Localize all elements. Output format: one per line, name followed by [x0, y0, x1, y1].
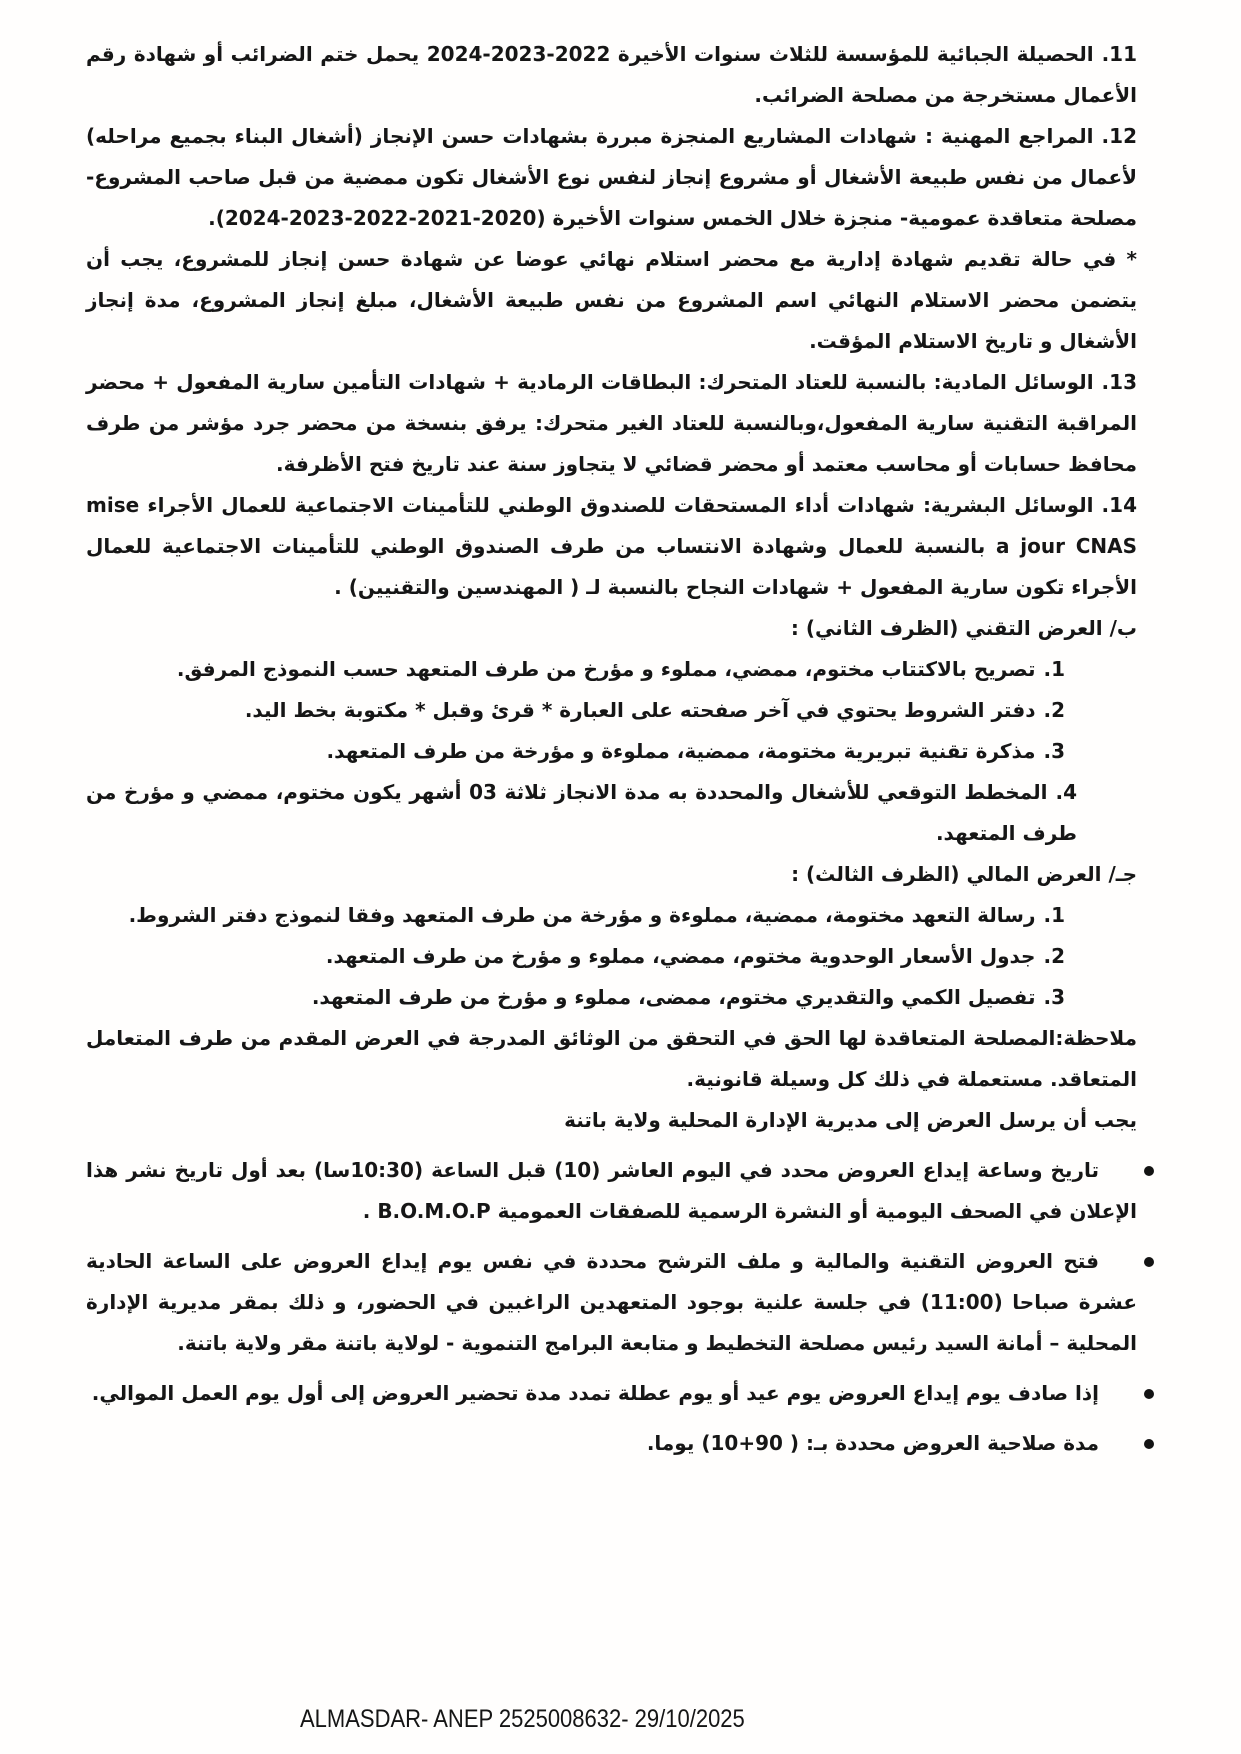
clause-11-number: 11.: [1101, 42, 1138, 66]
clause-14-text: الوسائل البشرية: شهادات أداء المستحقات للصندوق الوطني للتأمينات الاجتماعية للعمال الأجراء mise a jour CNAS بالنسبة للعمال وشهادة الانتساب من طرف الصندوق الوطني للتأمينات الاجتماعية للعمال الأجراء تكون سارية المفعول + شهادات النجاح بالنسبة لـ ( المهندسين والتقنيين) .: [86, 493, 1137, 599]
clause-11-text: الحصيلة الجبائية للمؤسسة للثلاث سنوات الأخيرة 2022-2023-2024 يحمل ختم الضرائب أو شهادة رقم الأعمال مستخرجة من مصلحة الضرائب.: [86, 42, 1137, 107]
financial-item-3: [86, 977, 1137, 1018]
technical-item-4: [86, 772, 1137, 854]
financial-item-1: [86, 895, 1137, 936]
technical-item-2-number: 2.: [1043, 698, 1065, 722]
financial-item-2-number: 2.: [1043, 944, 1065, 968]
clause-14: [86, 485, 1137, 608]
financial-offer-heading: جـ/ العرض المالي (الظرف الثالث) :: [791, 862, 1137, 886]
technical-item-1-text: تصريح بالاكتتاب مختوم، ممضي، مملوء و مؤرخ من طرف المتعهد حسب النموذج المرفق.: [176, 657, 1036, 681]
clause-14-number: 14.: [1101, 493, 1137, 517]
technical-item-1: [86, 649, 1137, 690]
bullet-deposit-date-text: تاريخ وساعة إيداع العروض محدد في اليوم العاشر (10) قبل الساعة (10:30سا) بعد أول تاريخ نشر هذا الإعلان في الصحف اليومية أو النشرة الرسمية للصفقات العمومية B.O.M.O.P .: [86, 1158, 1137, 1223]
clause-13: [86, 362, 1137, 485]
remark-note: ملاحظة:المصلحة المتعاقدة لها الحق في التحقق من الوثائق المدرجة في العرض المقدم من طرف المتعامل المتعاقد. مستعملة في ذلك كل وسيلة قانونية.: [86, 1026, 1137, 1091]
financial-item-2-text: جدول الأسعار الوحدوية مختوم، ممضي، مملوء و مؤرخ من طرف المتعهد.: [325, 944, 1036, 968]
financial-item-1-number: 1.: [1043, 903, 1065, 927]
star-note: * في حالة تقديم شهادة إدارية مع محضر استلام نهائي عوضا عن شهادة حسن إنجاز للمشروع، يجب أن يتضمن محضر الاستلام النهائي اسم المشروع من نفس طبيعة الأشغال، مبلغ إنجاز المشروع، مدة إنجاز الأشغال و تاريخ الاستلام المؤقت.: [86, 247, 1137, 353]
anep-reference-footer: ALMASDAR- ANEP 2525008632- 29/10/2025: [300, 1705, 745, 1733]
financial-item-3-number: 3.: [1043, 985, 1065, 1009]
technical-item-4-text: المخطط التوقعي للأشغال والمحددة به مدة الانجاز ثلاثة 03 أشهر يكون مختوم، ممضي و مؤرخ من طرف المتعهد.: [86, 780, 1077, 845]
technical-item-2-text: دفتر الشروط يحتوي في آخر صفحته على العبارة * قرئ وقبل * مكتوبة بخط اليد.: [244, 698, 1036, 722]
technical-item-4-number: 4.: [1055, 780, 1077, 804]
bullet-deposit-date: [86, 1150, 1137, 1232]
bullet-opening-session: [86, 1241, 1137, 1364]
clause-12-text: المراجع المهنية : شهادات المشاريع المنجزة مبررة بشهادات حسن الإنجاز (أشغال البناء بجميع مراحله) لأعمال من نفس طبيعة الأشغال أو مشروع إنجاز لنفس نوع الأشغال تكون ممضية من قبل صاحب المشروع-مصلحة متعاقدة عمومية- منجزة خلال الخمس سنوات الأخيرة (2020-2021-2022-2023-2024).: [86, 124, 1137, 230]
bullet-holiday-rule: [86, 1373, 1137, 1414]
technical-item-3-text: مذكرة تقنية تبريرية مختومة، ممضية، مملوءة و مؤرخة من طرف المتعهد.: [326, 739, 1036, 763]
financial-item-1-text: رسالة التعهد مختومة، ممضية، مملوءة و مؤرخة من طرف المتعهد وفقا لنموذج دفتر الشروط.: [128, 903, 1036, 927]
bullet-offer-validity-text: مدة صلاحية العروض محددة بـ: ( 90+10) يوما.: [646, 1431, 1099, 1455]
technical-item-3: [86, 731, 1137, 772]
bullet-dot-icon: [1144, 1389, 1154, 1399]
technical-item-1-number: 1.: [1043, 657, 1065, 681]
clause-12: [86, 116, 1137, 239]
bullet-offer-validity: [86, 1423, 1137, 1464]
technical-item-2: [86, 690, 1137, 731]
bullet-opening-session-text: فتح العروض التقنية والمالية و ملف الترشح محددة في نفس يوم إيداع العروض على الساعة الحادية عشرة صباحا (11:00) في جلسة علنية بوجود المتعهدين الراغبين في الحضور، و ذلك بمقر مديرية الإدارة المحلية – أمانة السيد رئيس مصلحة التخطيط و متابعة البرامج التنموية - لولاية باتنة مقر ولاية باتنة.: [86, 1249, 1137, 1355]
clause-12-number: 12.: [1101, 124, 1137, 148]
bullet-dot-icon: [1144, 1439, 1154, 1449]
technical-offer-heading: ب/ العرض التقني (الظرف الثاني) :: [790, 616, 1137, 640]
bullet-holiday-rule-text: إذا صادف يوم إيداع العروض يوم عيد أو يوم عطلة تمدد مدة تحضير العروض إلى أول يوم العمل الموالي.: [91, 1381, 1099, 1405]
submission-line: يجب أن يرسل العرض إلى مديرية الإدارة المحلية ولاية باتنة: [564, 1108, 1137, 1132]
financial-item-2: [86, 936, 1137, 977]
notice-body: [86, 34, 1137, 1464]
technical-item-3-number: 3.: [1043, 739, 1065, 763]
bullet-dot-icon: [1144, 1257, 1154, 1267]
bullet-dot-icon: [1144, 1166, 1154, 1176]
clause-11: [86, 34, 1137, 116]
financial-item-3-text: تفصيل الكمي والتقديري مختوم، ممضى، مملوء و مؤرخ من طرف المتعهد.: [311, 985, 1036, 1009]
clause-13-number: 13.: [1101, 370, 1137, 394]
clause-13-text: الوسائل المادية: بالنسبة للعتاد المتحرك: البطاقات الرمادية + شهادات التأمين سارية المفعول + محضر المراقبة التقنية سارية المفعول،وبالنسبة للعتاد الغير متحرك: يرفق بنسخة من محضر جرد مؤشر من طرف محافظ حسابات أو محاسب معتمد أو محضر قضائي لا يتجاوز سنة عند تاريخ فتح الأظرفة.: [86, 370, 1137, 476]
